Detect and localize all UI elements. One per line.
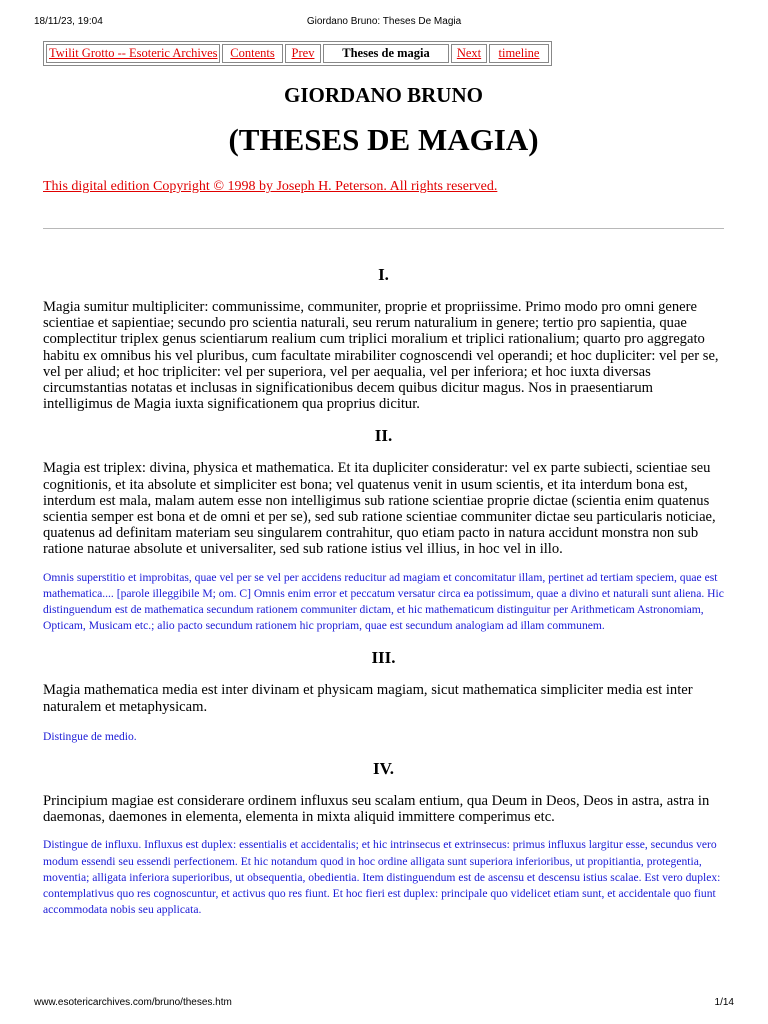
print-page-title: Giordano Bruno: Theses De Magia	[306, 16, 462, 27]
divider	[43, 228, 724, 229]
nav-cell-home	[46, 44, 220, 63]
print-footer	[34, 997, 734, 1011]
section-heading-4: IV.	[373, 759, 394, 779]
nav-home-link[interactable]: Twilit Grotto -- Esoteric Archives	[49, 46, 218, 60]
nav-timeline-link[interactable]: timeline	[498, 46, 540, 60]
nav-cell-next	[451, 44, 487, 63]
nav-current-page: Theses de magia	[323, 44, 449, 63]
section-text-4: Principium magiae est considerare ordinem influxus seu scalam entium, qua Deum in Deos, Deos in astra, astra in daemonas, daemones in elementa, elementa in mixta aliquid immittere comperimus etc.	[43, 793, 710, 826]
print-url: www.esotericarchives.com/bruno/theses.htm	[34, 997, 232, 1008]
section-text-2: Magia est triplex: divina, physica et mathematica. Et ita dupliciter consideratur: vel ex parte subiecti, scientiae seu cognitionis, et ita absolute et simpliciter est bona; vel quatenus venit in usum scientis, et ita interdum bona est, interdum est mala, malam autem esse non intelligimus sub ratione scientiae proprie dictae (scientia enim quatenus scientia semper est bona et de omni et per se), sed sub ratione scientiae communiter dictae seu particularis noticiae, quatenus ad definitam materiam seu singularem contrahitur, quo etiam pacto in natura accidunt monstra non sub ratione naturae absolute et universaliter, sed sub ratione istius vel illius, in hoc vel in illo.	[43, 460, 716, 558]
section-heading-1: I.	[378, 265, 389, 284]
section-text-1: Magia sumitur multipliciter: communissime, communiter, proprie et propriissime. Primo modo pro omni genere scientiae et sapientiae; secundo pro scientia naturali, seu rerum naturalium in genere; tertio pro sapientia, quae complectitur triplex genus scientiarum realium cum triplici moralium et triplici rationalium; quarto pro aggregato habitu ex omnibus his vel pluribus, cum facultate mirabiliter cognoscendi vel operandi; et hoc dupliciter: vel per se, vel per aliud; et hoc tripliciter: vel per superiora, vel per aequalia, vel per inferiora; et hoc iuxta diversas circumstantias notatas et inclusas in significationibus decem quibus dicitur magus. Nos in praesentiarum intelligimus de Magia iuxta significationem qua proprius dicitur.	[43, 299, 719, 413]
section-heading-3: III.	[371, 648, 396, 668]
author-heading: GIORDANO BRUNO	[284, 83, 483, 107]
nav-prev-link[interactable]: Prev	[291, 46, 315, 60]
document-title: (THESES DE MAGIA)	[228, 122, 539, 157]
section-text-3: Magia mathematica media est inter divinam et physicam magiam, sicut mathematica simpliciter media est inter naturalem et metaphysicam.	[43, 682, 693, 715]
section-heading-2: II.	[374, 426, 393, 446]
nav-contents-link[interactable]: Contents	[230, 46, 275, 60]
section-note-4: Distingue de influxu. Influxus est duplex: essentialis et accidentalis; et hic intrinsecus et extrinsecus: primus influxus largitur esse, secundus vero modum essendi seu essendi perfectionem. Et hic notandum quod in hoc ordine alligata sunt superiora inferioribus, ut propitiantia, protegentia, moventia; alligata inferiora superioribus, ut obsequentia, obedientia. Item distinguendum est de ascensu et descensu istius scalae. Est vero duplex: contemplativus quo res cognoscuntur, et activus quo res fiunt. Et hoc fieri est duplex: principale quo videlicet etiam sunt, et accidentale quo fiunt accommodata nobis seu applicata.	[43, 838, 721, 917]
print-header	[34, 16, 734, 30]
nav-cell-timeline	[489, 44, 549, 63]
navigation-bar	[43, 41, 552, 66]
nav-cell-contents	[222, 44, 283, 63]
print-datetime: 18/11/23, 19:04	[34, 16, 103, 27]
nav-next-link[interactable]: Next	[456, 46, 482, 60]
copyright-link[interactable]: This digital edition Copyright © 1998 by Joseph H. Peterson. All rights reserved.	[43, 179, 498, 194]
section-note-2: Omnis superstitio et improbitas, quae vel per se vel per accidens reducitur ad magiam et concomitatur illam, pertinet ad tertiam speciem, quae est mathematica.... [parole illeggibile M; om. C] Omnis enim error et peccatum versatur circa ea potissimum, quae a divino et naturali sunt aliena. Hic distinguendum est de mathematica secundum rationem communiter dictam, et hic mathematicum distinguitur per Arithmeticam Astronomiam, Opticam, Musicam etc.; alio pacto secundum rationem hic propriam, quae est secundum analogiam ad illam communem.	[43, 570, 724, 633]
nav-cell-prev	[285, 44, 321, 63]
section-note-3: Distingue de medio.	[43, 729, 137, 743]
print-page-number: 1/14	[714, 997, 734, 1008]
document-body	[43, 78, 724, 918]
